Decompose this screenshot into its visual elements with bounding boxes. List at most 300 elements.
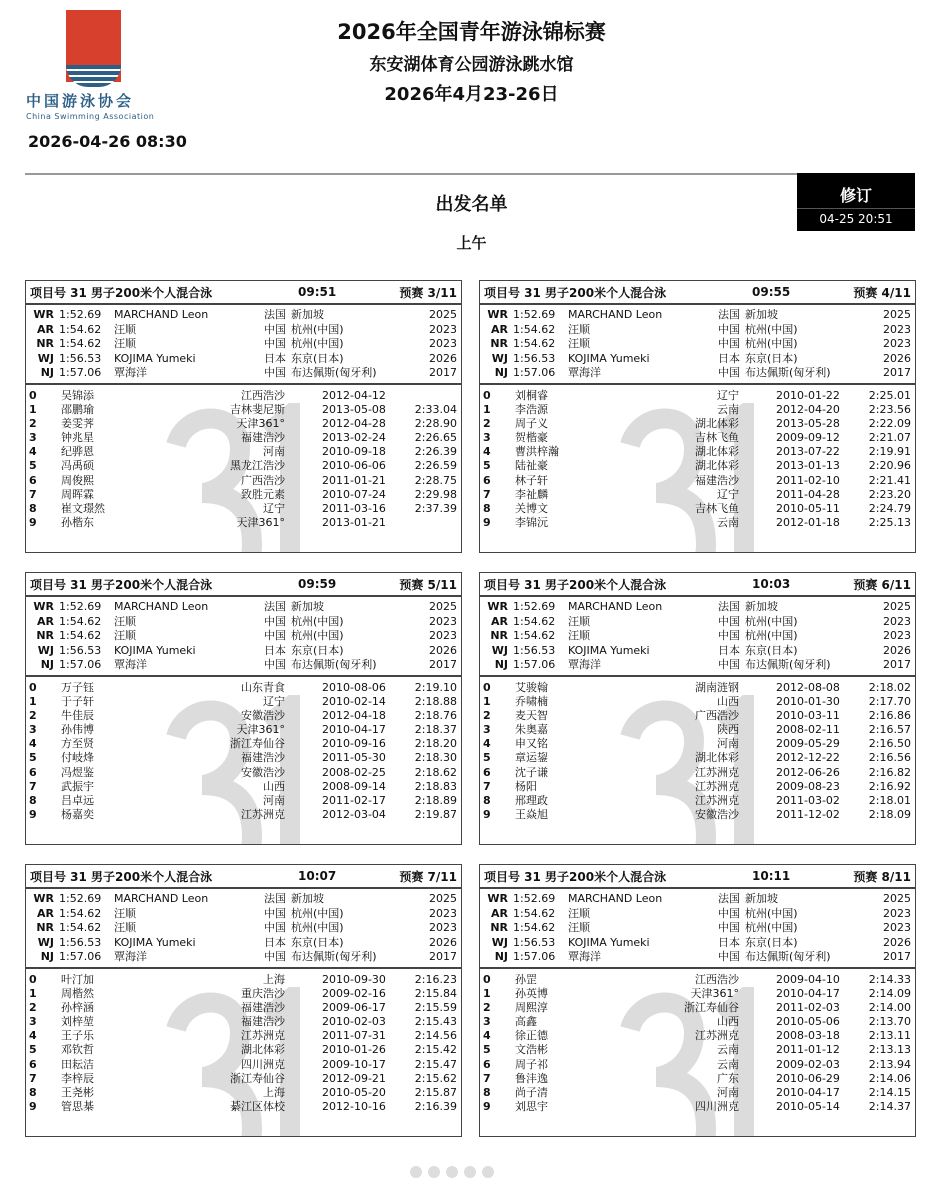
record-year: 2023 [429,921,457,934]
record-row [480,644,915,659]
entry-row [480,737,915,751]
swimmer-name: 方至贤 [61,737,94,751]
team-name: 河南 [717,737,739,751]
record-country: 中国 [718,322,740,336]
birth-date: 2011-03-02 [776,794,840,807]
entry-row [480,1072,915,1086]
record-year: 2025 [883,308,911,321]
team-name: 福建浩沙 [241,751,285,765]
swimmer-name: 杨阳 [515,779,537,793]
team-name: 江苏洲克 [695,1029,739,1043]
record-city: 杭州(中国) [745,921,798,934]
swimmer-name: 章运鋆 [515,751,548,765]
record-row [480,600,915,615]
lane-number: 1 [483,694,491,708]
record-code: AR [491,614,508,628]
swimmer-name: 关博文 [515,502,548,515]
entry-row [480,403,915,417]
team-name: 广西浩沙 [695,708,739,722]
record-city: 杭州(中国) [291,906,344,920]
team-name: 安徽浩沙 [695,808,739,822]
swimmer-name: 贺楷豪 [515,431,548,445]
seed-time: 2:16.57 [868,723,911,737]
record-code: NR [490,629,508,642]
record-city: 布达佩斯(匈牙利) [745,366,831,379]
heat-start-time: 09:55 [752,285,791,299]
entry-row [480,1100,915,1114]
swimmer-name: 王子乐 [61,1029,94,1043]
birth-date: 2010-05-06 [776,1015,840,1029]
record-location [718,352,798,367]
birth-date: 2012-12-22 [776,751,840,765]
team-name: 广西浩沙 [241,473,285,487]
birth-date: 2010-04-17 [322,723,386,737]
team-name: 上海 [263,972,285,986]
team-name: 安徽浩沙 [241,765,285,779]
entry-row [26,723,461,737]
record-code: NR [490,337,508,350]
record-location [264,352,344,367]
page-dot-icon [446,1166,458,1178]
entry-row [26,502,461,516]
lane-number: 3 [29,1015,37,1029]
record-code: WR [33,892,54,905]
record-holder: 汪顺 [114,906,136,920]
page-dot-icon [464,1166,476,1178]
record-holder: MARCHAND Leon [568,308,663,321]
entry-row [26,431,461,445]
entry-row [480,766,915,780]
birth-date: 2008-02-11 [776,723,840,737]
record-holder: 覃海洋 [568,658,601,671]
birth-date: 2013-05-08 [322,402,386,416]
team-name: 湖北体彩 [695,751,739,765]
record-country: 中国 [718,614,740,628]
record-year: 2017 [429,658,457,671]
entry-row [480,723,915,737]
record-country: 中国 [718,950,740,963]
entry-row [480,681,915,695]
entry-row [26,987,461,1001]
birth-date: 2012-04-28 [322,416,386,430]
lane-number: 5 [29,751,37,765]
birth-date: 2010-05-14 [776,1100,840,1114]
seed-time: 2:14.00 [868,1000,911,1014]
record-year: 2023 [883,322,911,336]
lane-number: 9 [483,1100,491,1114]
entry-row [480,474,915,488]
entries-table [26,677,461,823]
seed-time: 2:15.84 [414,986,457,1000]
team-name: 江苏洲克 [241,808,285,822]
entry-row [26,737,461,751]
birth-date: 2010-06-06 [322,459,386,473]
lane-number: 5 [483,459,491,473]
record-holder: 汪顺 [568,614,590,628]
birth-date: 2012-03-04 [322,808,386,822]
record-year: 2025 [429,600,457,613]
lane-number: 8 [483,794,491,807]
team-name: 河南 [717,1086,739,1099]
record-time: 1:57.06 [513,658,556,671]
record-city: 布达佩斯(匈牙利) [745,950,831,963]
record-country: 中国 [718,629,740,642]
birth-date: 2010-04-17 [776,1086,840,1099]
birth-date: 2009-06-17 [322,1000,386,1014]
record-city: 新加坡 [291,308,324,321]
birth-date: 2010-08-06 [322,680,386,694]
record-code: NR [36,337,54,350]
team-name: 綦江区体校 [230,1100,285,1114]
lane-number: 4 [29,1029,37,1043]
swimmer-name: 牛佳辰 [61,708,94,722]
record-holder: 汪顺 [568,906,590,920]
record-city: 新加坡 [291,892,324,905]
swimmer-name: 叶汀加 [61,972,94,986]
record-holder: MARCHAND Leon [568,600,663,613]
record-code: AR [37,614,54,628]
birth-date: 2011-01-12 [776,1043,840,1057]
entry-row [480,1015,915,1029]
record-city: 布达佩斯(匈牙利) [291,366,377,379]
seed-time: 2:26.59 [414,459,457,473]
swimmer-name: 沈子谦 [515,765,548,779]
record-code: AR [491,906,508,920]
entries-table [26,969,461,1115]
lane-number: 0 [29,972,37,986]
entry-row [26,1015,461,1029]
event-label: 项目号 31 男子200米个人混合泳 [484,285,667,300]
record-location [718,600,778,615]
lane-number: 0 [29,388,37,402]
lane-number: 3 [483,431,491,445]
record-code: NJ [494,366,508,379]
swimmer-name: 麦天智 [515,708,548,722]
record-country: 中国 [718,906,740,920]
swimmer-name: 周俊熙 [61,473,94,487]
record-city: 东京(日本) [291,351,344,365]
entry-row [26,417,461,431]
record-year: 2026 [429,643,457,657]
lane-number: 9 [29,808,37,822]
record-time: 1:54.62 [513,629,556,642]
logo-org-cn: 中国游泳协会 [26,92,135,110]
record-holder: 覃海洋 [568,366,601,379]
team-name: 江西浩沙 [695,972,739,986]
record-row [480,323,915,338]
record-time: 1:54.62 [513,322,556,336]
event-label: 项目号 31 男子200米个人混合泳 [30,285,213,300]
record-holder: 汪顺 [568,337,590,350]
heat-panel [25,280,462,553]
lane-number: 6 [483,1057,491,1071]
swimmer-name: 姜雯荠 [61,416,94,430]
record-holder: 汪顺 [114,629,136,642]
entry-row [26,808,461,822]
birth-date: 2009-02-03 [776,1057,840,1071]
heat-header [26,865,461,889]
record-country: 中国 [264,614,286,628]
seed-time: 2:20.96 [868,459,911,473]
entry-row [26,681,461,695]
entry-row [480,1001,915,1015]
entry-row [480,751,915,765]
lane-number: 0 [483,680,491,694]
lane-number: 2 [29,1000,37,1014]
swimmer-name: 曹洪梓瀚 [515,445,559,459]
record-row [480,658,915,673]
record-code: NJ [494,950,508,963]
record-year: 2023 [429,906,457,920]
team-name: 江西浩沙 [241,388,285,402]
record-row [480,366,915,381]
team-name: 云南 [717,1043,739,1057]
record-year: 2026 [883,351,911,365]
birth-date: 2012-04-12 [322,388,386,402]
birth-date: 2012-08-08 [776,680,840,694]
swimmer-name: 杨嘉奕 [61,808,94,822]
record-time: 1:54.62 [59,906,102,920]
birth-date: 2010-01-26 [322,1043,386,1057]
record-country: 中国 [718,921,740,934]
team-name: 吉林斐尼斯 [230,402,285,416]
report-timestamp: 2026-04-26 08:30 [28,132,187,151]
record-row [26,629,461,644]
record-code: WR [33,600,54,613]
seed-time: 2:23.20 [868,487,911,501]
seed-time: 2:14.56 [414,1029,457,1043]
seed-time: 2:24.79 [868,502,911,515]
record-code: WJ [37,351,54,365]
lane-number: 4 [29,737,37,751]
record-holder: MARCHAND Leon [568,892,663,905]
heat-start-time: 10:07 [298,869,337,883]
seed-time: 2:18.02 [868,680,911,694]
page-dot-icon [428,1166,440,1178]
entry-row [26,1086,461,1100]
record-country: 中国 [718,658,740,671]
page-dot-icon [482,1166,494,1178]
record-year: 2023 [429,614,457,628]
seed-time: 2:21.07 [868,431,911,445]
seed-time: 2:13.70 [868,1015,911,1029]
seed-time: 2:13.11 [868,1029,911,1043]
swimmer-name: 李祉麟 [515,487,548,501]
birth-date: 2011-03-16 [322,502,386,515]
record-country: 日本 [264,935,286,949]
heat-panel [479,572,916,845]
swimmer-name: 周晖霖 [61,487,94,501]
entry-row [480,1043,915,1057]
record-city: 新加坡 [745,600,778,613]
entry-row [26,780,461,794]
team-name: 湖南涟钢 [695,680,739,694]
record-city: 布达佩斯(匈牙利) [745,658,831,671]
record-time: 1:52.69 [59,600,102,613]
record-holder: 覃海洋 [568,950,601,963]
entry-row [26,695,461,709]
record-country: 日本 [264,351,286,365]
seed-time: 2:19.91 [868,445,911,459]
record-location [718,950,831,965]
swimmer-name: 邓钦哲 [61,1043,94,1057]
record-year: 2023 [429,629,457,642]
entry-row [480,431,915,445]
swimmer-name: 鲁沣逸 [515,1071,548,1085]
team-name: 云南 [717,1057,739,1071]
birth-date: 2013-02-24 [322,431,386,445]
record-city: 东京(日本) [745,351,798,365]
team-name: 致胜元素 [241,487,285,501]
swimmer-name: 周子祁 [515,1057,548,1071]
team-name: 湖北体彩 [695,416,739,430]
team-name: 河南 [263,794,285,807]
lane-number: 7 [29,779,37,793]
seed-time: 2:22.09 [868,416,911,430]
record-city: 布达佩斯(匈牙利) [291,950,377,963]
record-row [480,907,915,922]
entry-row [26,973,461,987]
swimmer-name: 刘思宇 [515,1100,548,1114]
heat-header [480,865,915,889]
entry-row [480,709,915,723]
records-table [480,597,915,677]
entry-row [26,488,461,502]
seed-time: 2:14.33 [868,972,911,986]
heat-header [480,573,915,597]
team-name: 天津361° [690,986,739,1000]
record-time: 1:54.62 [59,337,102,350]
entries-table [26,385,461,531]
record-code: WJ [491,351,508,365]
lane-number: 6 [29,765,37,779]
seed-time: 2:16.23 [414,972,457,986]
team-name: 山东青食 [241,680,285,694]
record-row [480,615,915,630]
record-location [264,600,324,615]
birth-date: 2009-08-23 [776,779,840,793]
team-name: 河南 [263,445,285,459]
team-name: 山西 [263,779,285,793]
lane-number: 3 [29,723,37,737]
birth-date: 2010-02-14 [322,694,386,708]
birth-date: 2009-02-16 [322,986,386,1000]
heat-start-time: 10:11 [752,869,791,883]
competition-dates: 2026年4月23-26日 [384,84,559,105]
entry-row [26,709,461,723]
birth-date: 2009-09-12 [776,431,840,445]
lane-number: 3 [483,1015,491,1029]
seed-time: 2:17.70 [868,694,911,708]
record-time: 1:52.69 [59,308,102,321]
entry-row [480,502,915,516]
swimmer-name: 李梓辰 [61,1071,94,1085]
swimmer-name: 王尧彬 [61,1086,94,1099]
seed-time: 2:16.56 [868,751,911,765]
birth-date: 2013-05-28 [776,416,840,430]
birth-date: 2012-01-18 [776,516,840,530]
seed-time: 2:18.76 [414,708,457,722]
birth-date: 2011-12-02 [776,808,840,822]
birth-date: 2011-02-10 [776,473,840,487]
record-location [264,629,344,644]
swimmer-name: 朱奥嘉 [515,723,548,737]
record-holder: MARCHAND Leon [114,892,209,905]
record-year: 2023 [883,906,911,920]
venue: 东安湖体育公园游泳跳水馆 [369,55,574,75]
seed-time: 2:18.83 [414,779,457,793]
entry-row [26,516,461,530]
record-location [718,337,798,352]
entry-row [26,1072,461,1086]
birth-date: 2010-09-30 [322,972,386,986]
record-country: 中国 [264,906,286,920]
revision-time: 04-25 20:51 [819,212,893,226]
seed-time: 2:15.87 [414,1086,457,1099]
record-city: 新加坡 [745,308,778,321]
record-code: WJ [37,643,54,657]
team-name: 辽宁 [717,487,739,501]
lane-number: 1 [29,986,37,1000]
entry-row [480,808,915,822]
record-row [26,352,461,367]
record-year: 2017 [883,658,911,671]
heat-header [480,281,915,305]
swimmer-name: 崔文璟然 [61,502,105,515]
swimmer-name: 孙罡 [515,972,537,986]
lane-number: 1 [483,402,491,416]
record-row [480,629,915,644]
record-holder: 汪顺 [114,614,136,628]
team-name: 辽宁 [263,502,285,515]
record-time: 1:52.69 [59,892,102,905]
record-row [26,907,461,922]
record-location [718,366,831,381]
swimmer-name: 田耘洁 [61,1057,94,1071]
swimmer-name: 孙伟博 [61,723,94,737]
record-time: 1:56.53 [59,643,102,657]
record-code: WR [487,308,508,321]
lane-number: 3 [29,431,37,445]
record-country: 中国 [264,366,286,379]
record-code: WR [487,600,508,613]
seed-time: 2:16.82 [868,765,911,779]
lane-number: 8 [29,502,37,515]
birth-date: 2009-10-17 [322,1057,386,1071]
lane-number: 4 [483,445,491,459]
seed-time: 2:18.09 [868,808,911,822]
record-holder: 覃海洋 [114,366,147,379]
team-name: 云南 [717,402,739,416]
record-holder: 汪顺 [114,322,136,336]
record-location [264,658,377,673]
heat-number: 预赛 7/11 [399,869,457,884]
entry-row [480,987,915,1001]
seed-time: 2:14.09 [868,986,911,1000]
birth-date: 2013-07-22 [776,445,840,459]
record-holder: 汪顺 [114,921,136,934]
birth-date: 2012-04-20 [776,402,840,416]
entry-row [26,403,461,417]
record-time: 1:56.53 [59,351,102,365]
record-row [26,936,461,951]
record-city: 杭州(中国) [745,337,798,350]
seed-time: 2:15.43 [414,1015,457,1029]
record-code: WR [487,892,508,905]
swimmer-name: 万子钰 [61,680,94,694]
entry-row [480,780,915,794]
lane-number: 7 [483,779,491,793]
